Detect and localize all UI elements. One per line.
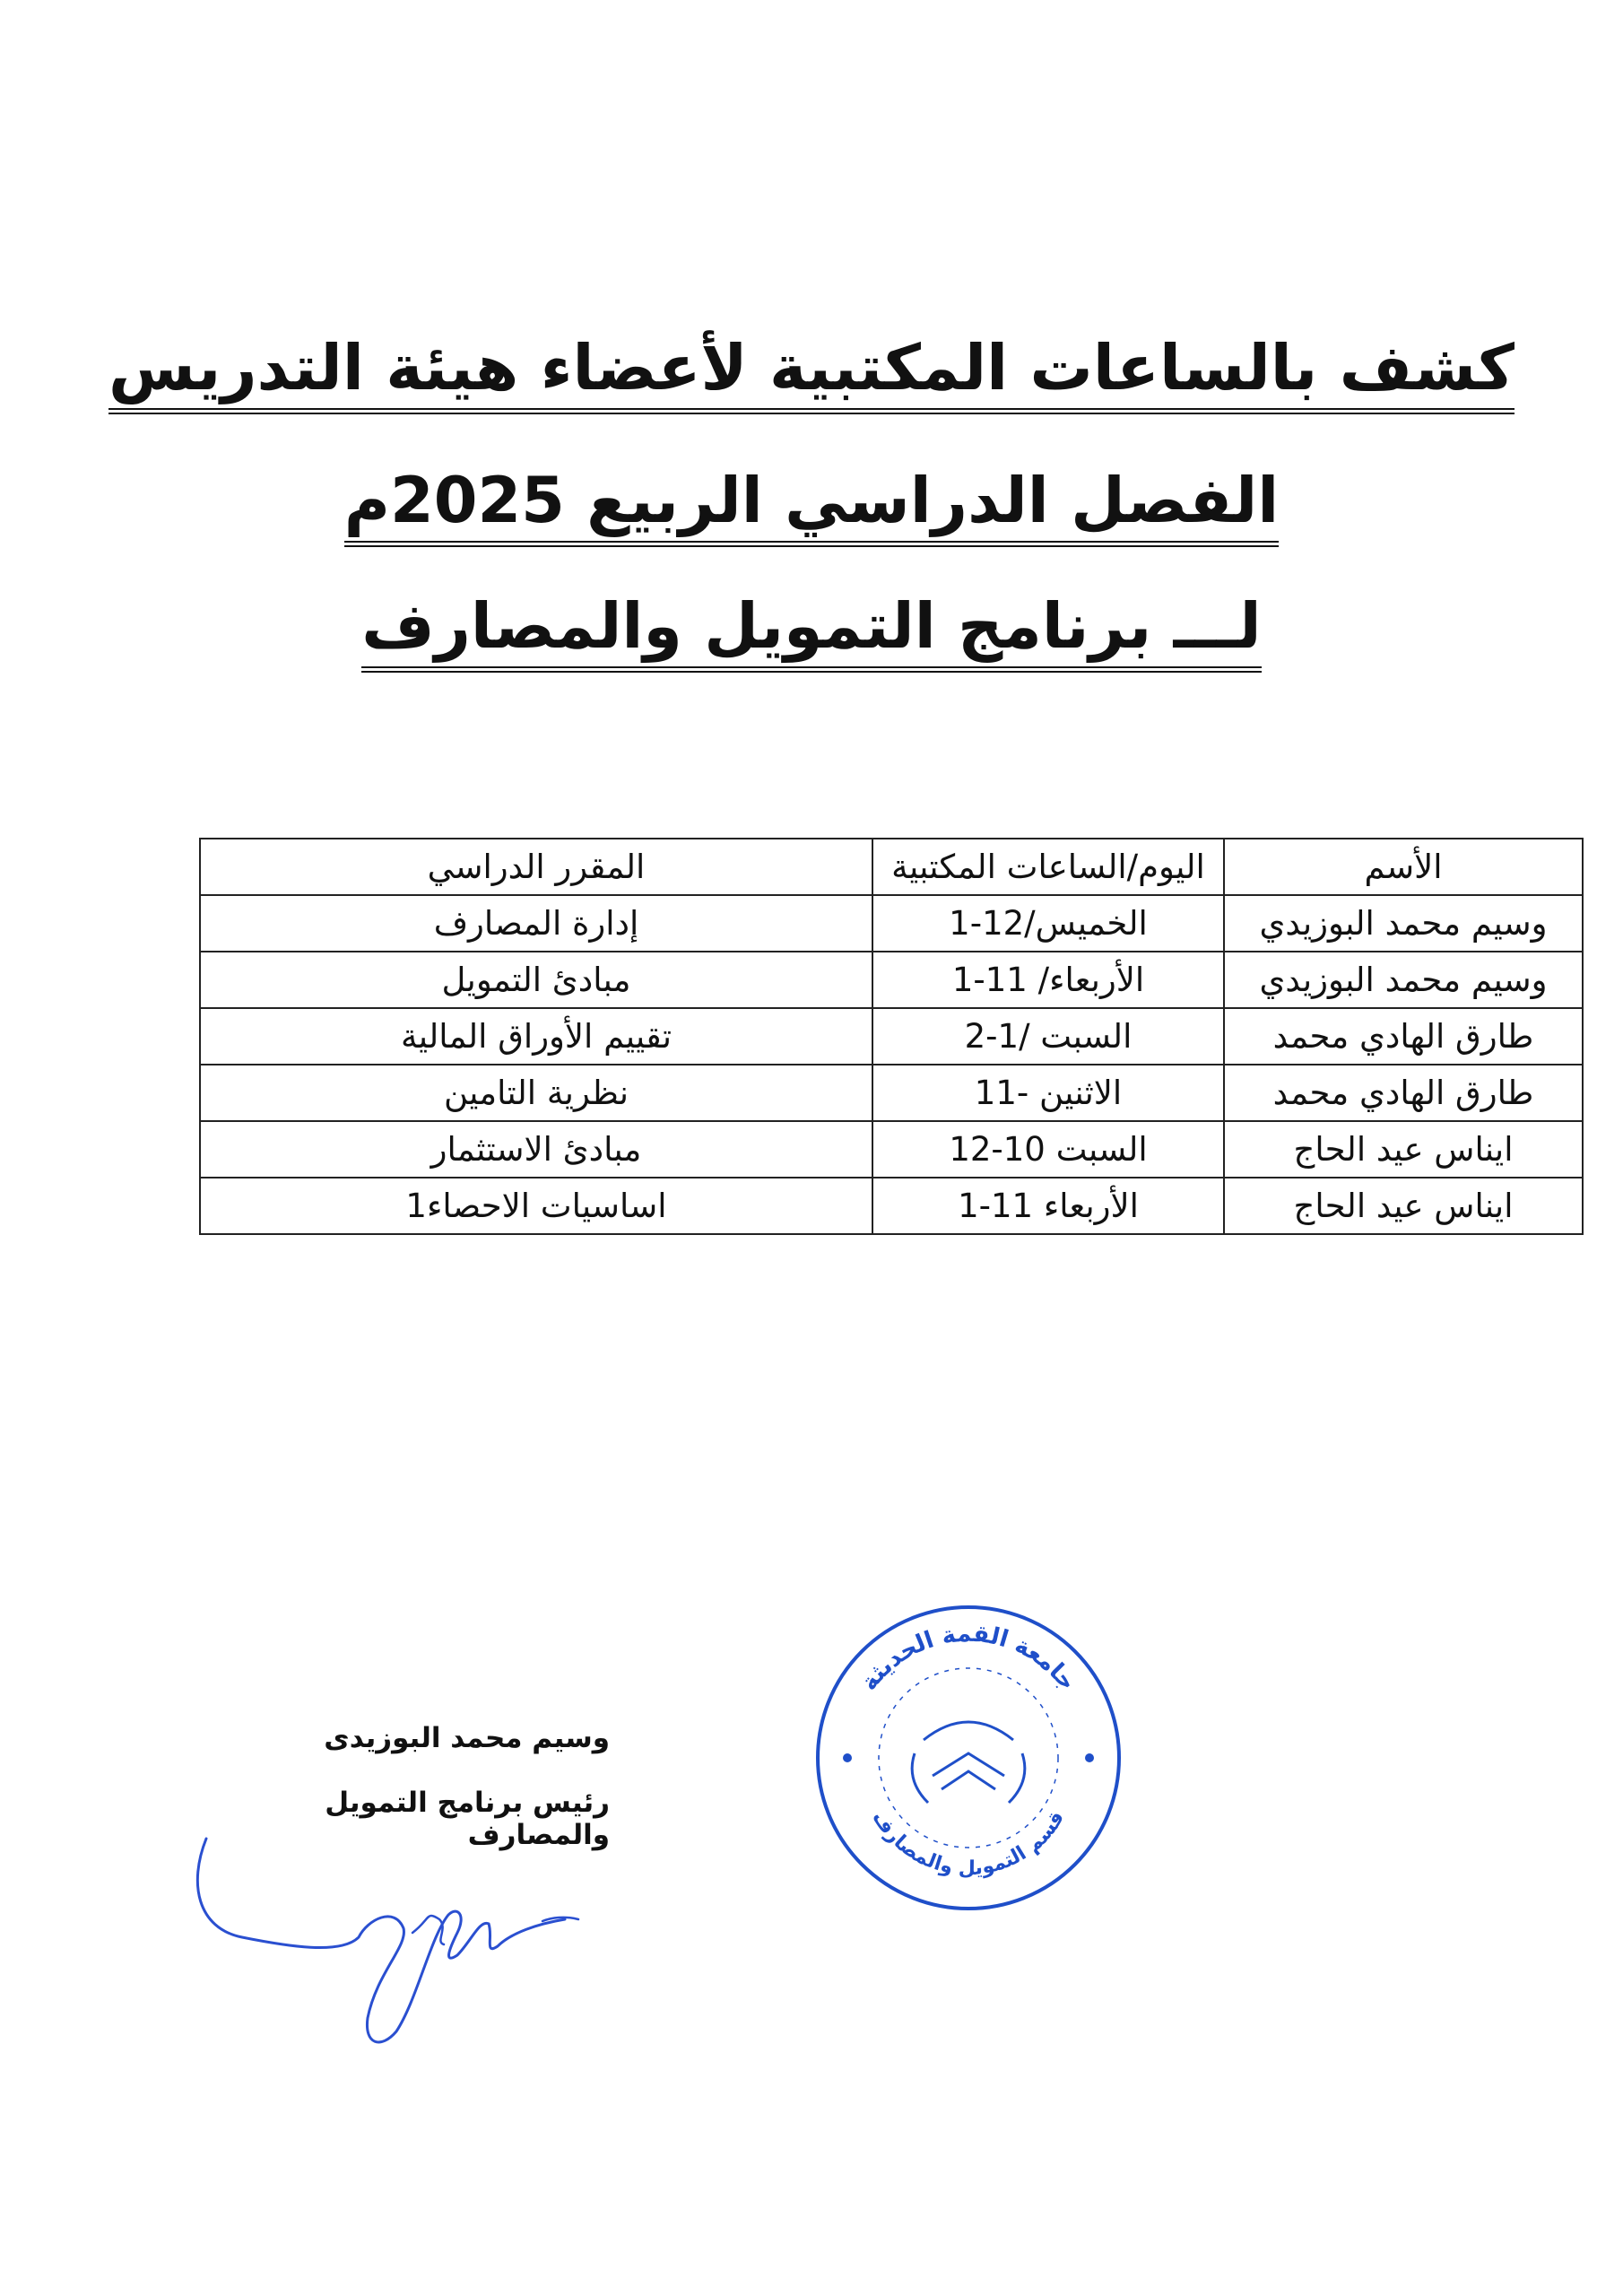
cell-course: مبادئ التمويل xyxy=(200,952,872,1008)
cell-name: ايناس عيد الحاج xyxy=(1224,1121,1583,1178)
cell-name: وسيم محمد البوزيدي xyxy=(1224,895,1583,952)
table-header-row xyxy=(200,839,1583,895)
handwritten-signature xyxy=(188,1830,601,2063)
cell-course: تقييم الأوراق المالية xyxy=(200,1008,872,1065)
column-header-course: المقرر الدراسي xyxy=(200,839,872,895)
stamp-top-text: جامعة القمة الحديثة xyxy=(855,1620,1081,1696)
table-row xyxy=(200,1121,1583,1178)
svg-text:جامعة القمة الحديثة xyxy=(855,1621,1081,1696)
cell-course: اساسيات الاحصاء1 xyxy=(200,1178,872,1234)
document-title xyxy=(0,331,1623,414)
cell-office-hours: السبت 10-12 xyxy=(872,1121,1224,1178)
table-row xyxy=(200,1065,1583,1121)
svg-text:قسم التمويل والمصارف xyxy=(868,1807,1069,1880)
cell-name: وسيم محمد البوزيدي xyxy=(1224,952,1583,1008)
cell-office-hours: الخميس/12-1 xyxy=(872,895,1224,952)
table-row xyxy=(200,952,1583,1008)
cell-office-hours: الأربعاء 11-1 xyxy=(872,1178,1224,1234)
cell-course: نظرية التامين xyxy=(200,1065,872,1121)
cell-office-hours: الأربعاء/ 11-1 xyxy=(872,952,1224,1008)
cell-name: طارق الهادي محمد xyxy=(1224,1065,1583,1121)
semester-title xyxy=(0,466,1623,547)
stamp-emblem-icon xyxy=(912,1722,1025,1803)
stamp-bottom-text: قسم التمويل والمصارف xyxy=(867,1806,1070,1881)
document-title-text: كشف بالساعات المكتبية لأعضاء هيئة التدريس xyxy=(108,334,1515,414)
table-row xyxy=(200,1008,1583,1065)
cell-office-hours: الاثنين -11 xyxy=(872,1065,1224,1121)
cell-name: طارق الهادي محمد xyxy=(1224,1008,1583,1065)
table-row xyxy=(200,895,1583,952)
cell-office-hours: السبت /1-2 xyxy=(872,1008,1224,1065)
column-header-name: الأسم xyxy=(1224,839,1583,895)
column-header-office-hours: اليوم/الساعات المكتبية xyxy=(872,839,1224,895)
cell-course: إدارة المصارف xyxy=(200,895,872,952)
official-stamp xyxy=(807,1596,1130,1919)
office-hours-table xyxy=(199,838,1584,1235)
program-title-text: لـــ برنامج التمويل والمصارف xyxy=(361,592,1261,673)
program-title xyxy=(0,589,1623,673)
signatory-title: رئيس برنامج التمويل والمصارف xyxy=(325,1787,610,1851)
cell-name: ايناس عيد الحاج xyxy=(1224,1178,1583,1234)
table-row xyxy=(200,1178,1583,1234)
semester-title-text: الفصل الدراسي الربيع 2025م xyxy=(344,466,1280,547)
cell-course: مبادئ الاستثمار xyxy=(200,1121,872,1178)
signatory-name: وسيم محمد البوزيدى xyxy=(324,1722,610,1754)
